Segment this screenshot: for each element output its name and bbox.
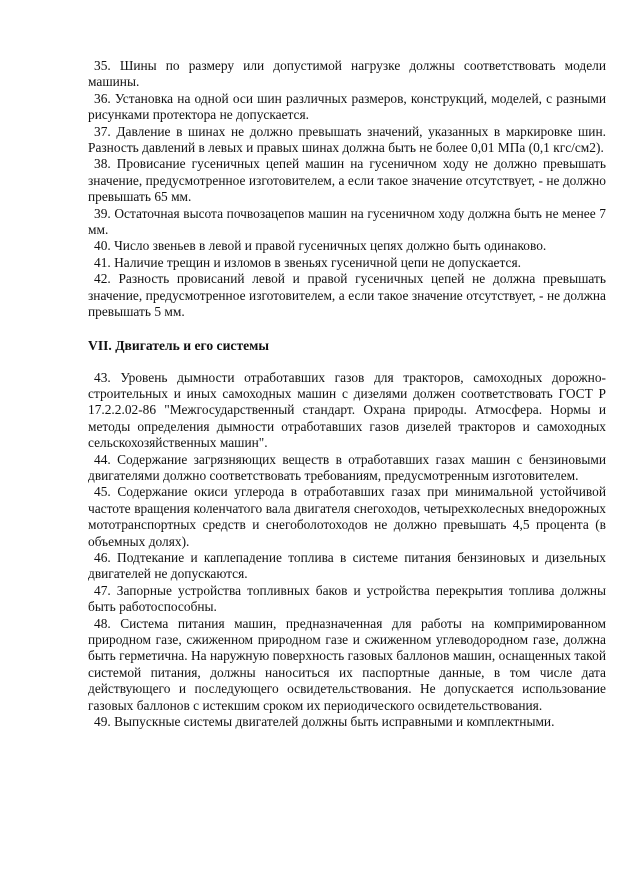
paragraph-49: 49. Выпускные системы двигателей должны быть исправными и комплектными. [94, 714, 555, 730]
paragraph-46: 46. Подтекание и каплепадение топлива в системе питания бензиновых и дизельных двигателей не допускаются. [88, 549, 606, 582]
paragraph-36: 36. Установка на одной оси шин различных размеров, конструкций, моделей, с разными рисунками протектора не допускается. [88, 90, 606, 123]
paragraph-38: 38. Провисание гусеничных цепей машин на гусеничном ходу не должно превышать значение, предусмотренное изготовителем, а если такое значение отсутствует, - не должно превышать 65 мм. [88, 156, 606, 205]
paragraph-40: 40. Число звеньев в левой и правой гусеничных цепях должно быть одинаково. [94, 238, 547, 254]
paragraph-41: 41. Наличие трещин и изломов в звеньях гусеничной цепи не допускается. [94, 254, 521, 270]
paragraph-48: 48. Система питания машин, предназначенная для работы на компримированном природном газе, сжиженном природном газе и сжиженном углеводородном газе, должна быть герметична. На наружную поверхность газовых баллонов машин, оснащенных такой системой питания, должны наноситься их паспортные данные, в том числе дата действующего и последующего освидетельствования. Не допускается использование газовых баллонов с истекшим сроком их периодического освидетельствования. [88, 615, 606, 713]
paragraph-43: 43. Уровень дымности отработавших газов для тракторов, самоходных дорожно-строительных и иных самоходных машин с дизелями должен соответствовать ГОСТ Р 17.2.2.02-86 "Межгосударственный стандарт. Охрана природы. Атмосфера. Нормы и методы определения дымности отработавших газов дизелей тракторов и самоходных сельскохозяйственных машин". [88, 369, 606, 451]
paragraph-44: 44. Содержание загрязняющих веществ в отработавших газах машин с бензиновыми двигателями должно соответствовать требованиям, предусмотренным изготовителем. [88, 451, 606, 483]
section-heading: VII. Двигатель и его системы [88, 337, 270, 353]
paragraph-42: 42. Разность провисаний левой и правой гусеничных цепей не должна превышать значение, предусмотренное изготовителем, а если такое значение отсутствует, - не должна превышать 5 мм. [88, 271, 606, 320]
paragraph-39: 39. Остаточная высота почвозацепов машин на гусеничном ходу должна быть не менее 7 мм. [88, 205, 606, 238]
paragraph-37: 37. Давление в шинах не должно превышать значений, указанных в маркировке шин. Разность давлений в левых и правых шинах должна быть не более 0,01 МПа (0,1 кгс/см2). [88, 123, 606, 156]
paragraph-47: 47. Запорные устройства топливных баков и устройства перекрытия топлива должны быть работоспособны. [88, 582, 606, 615]
paragraph-45: 45. Содержание окиси углерода в отработавших газах при минимальной устойчивой частоте вращения коленчатого вала двигателя снегоходов, четырехколесных внедорожных мототранспортных средств и снегоболотоходов не должно превышать 4,5 процента (в объемных долях). [88, 484, 606, 549]
paragraph-35: 35. Шины по размеру или допустимой нагрузке должны соответствовать модели машины. [88, 58, 606, 90]
